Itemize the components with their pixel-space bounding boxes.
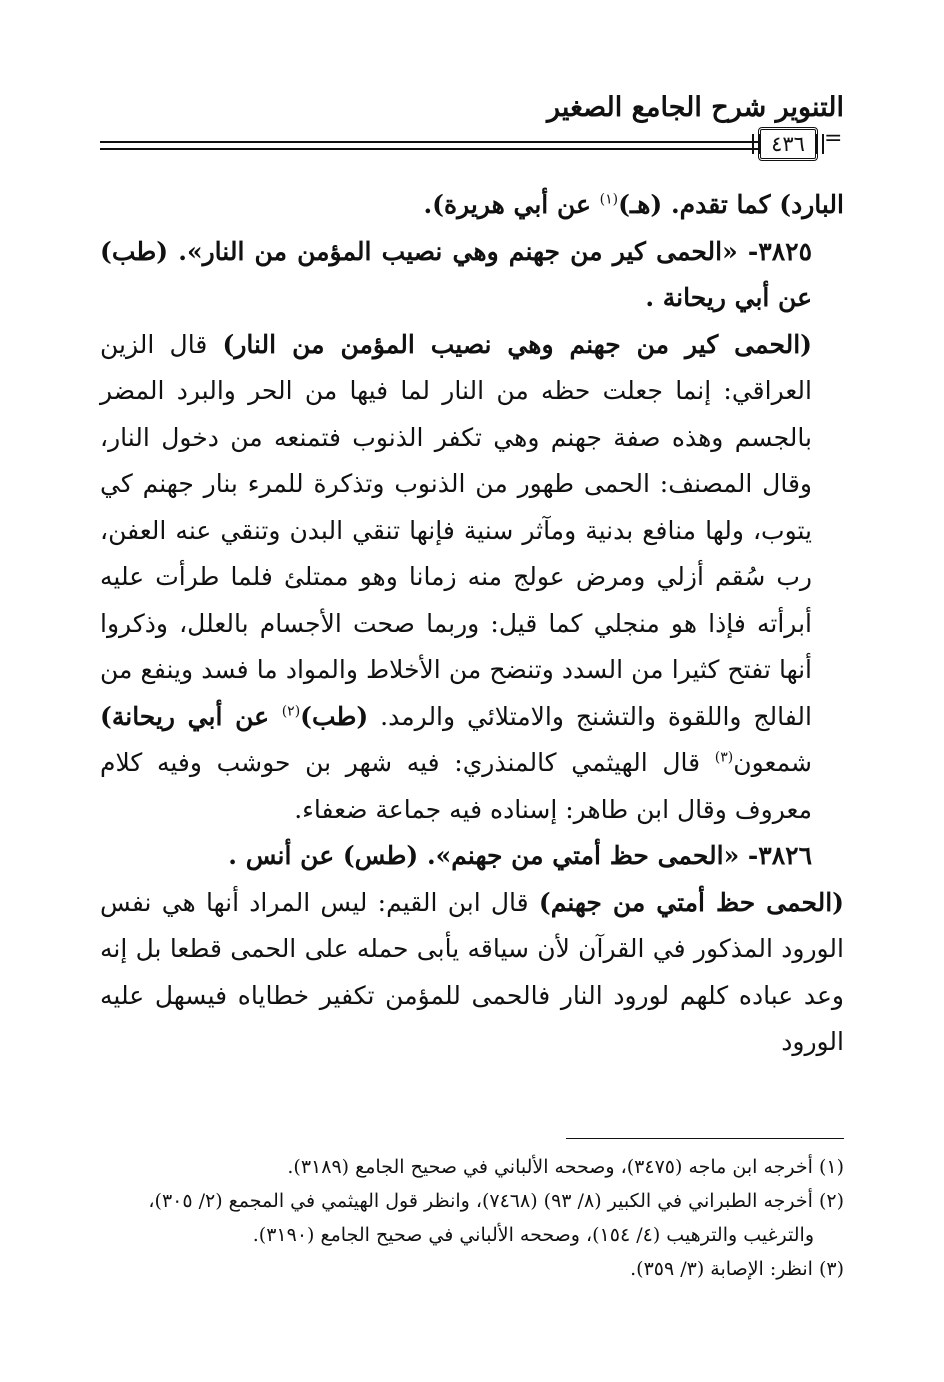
text-run: عن أبي ريحانة) (100, 701, 282, 731)
footnote-2: (٢) أخرجه الطبراني في الكبير (٨/ ٩٣) (٧٤٦٨)، وانظر قول الهيثمي في المجمع (٢/ ٣٠٥)، (148, 1190, 844, 1212)
header-rule-top (100, 141, 760, 143)
commentary-3825 (100, 322, 844, 834)
footnote-ref-2: (٢) (281, 703, 301, 720)
footnote-2-continuation: والترغيب والترهيب (٤/ ١٥٤)، وصححه الألباني في صحيح الجامع (٣١٩٠). (252, 1224, 814, 1246)
header-dash: = (824, 126, 843, 151)
text-run: البارد) كما تقدم. (هـ) (618, 190, 844, 219)
text-run: شمعون (733, 748, 812, 777)
hadith-3826: ٣٨٢٦- «الحمى حظ أمتي من جهنم». (طس) عن أنس . (228, 841, 812, 870)
main-text (100, 182, 844, 1066)
running-header-title: التنوير شرح الجامع الصغير (547, 92, 844, 123)
text-run: عن أبي هريرة). (423, 190, 600, 219)
footnote-ref-1: (١) (599, 191, 619, 208)
footnote-separator (566, 1138, 844, 1139)
text-run: (طب) (300, 701, 369, 731)
footnote-ref-3: (٣) (714, 749, 734, 766)
commentary-text: قال ابن القيم: ليس المراد أنها هي نفس الورود المذكور في القرآن لأن سياقه يأبى حمله على الحمى قطعا بل إنه وعد عباده كلهم لورود النار فالحمى للمؤمن تكفير خطاياه فيسهل عليه الورود (100, 887, 844, 1056)
footnotes (100, 1150, 844, 1286)
footnote-3: (٣) انظر: الإصابة (٣/ ٣٥٩). (630, 1258, 844, 1280)
quoted-hadith: (الحمى حظ أمتي من جهنم) (538, 887, 844, 917)
page-number: ٤٣٦ (758, 127, 818, 161)
header-rule-bottom (100, 148, 760, 150)
commentary-text: قال الزين العراقي: إنما جعلت حظه من النار لما فيها من الحر والبرد المضر بالجسم وهذه صفة جهنم وهي تكفر الذنوب فتمنعه من دخول النار، وقال المصنف: الحمى طهور من الذنوب وتذكرة للمرء بنار جهنم كي يتوب، ولها منافع بدنية ومآثر سنية فإنها تنقي البدن وتنقي عنه العفن، رب سُقم أزلي ومرض عولج منه زمانا وهو ممتلئ فلما طرأت عليه أبرأته فإذا هو منجلي كما قيل: وربما صحت الأجسام بالعلل، وذكروا أنها تفتح كثيرا من السدد وتنضح من الأخلاط والمواد ما فسد وينفع من الفالج واللقوة والتشنج والامتلائي والرمد. (100, 329, 812, 731)
commentary-3826 (100, 880, 844, 1066)
paragraph-continuation (100, 182, 844, 229)
commentary-text: قال الهيثمي كالمنذري: فيه شهر بن حوشب وفيه كلام معروف وقال ابن طاهر: إسناده فيه جماعة ضعفاء. (100, 748, 812, 824)
footnote-1: (١) أخرجه ابن ماجه (٣٤٧٥)، وصححه الألباني في صحيح الجامع (٣١٨٩). (287, 1156, 844, 1178)
hadith-3825: ٣٨٢٥- «الحمى كير من جهنم وهي نصيب المؤمن من النار». (طب) عن أبي ريحانة . (100, 236, 812, 312)
quoted-hadith: (الحمى كير من جهنم وهي نصيب المؤمن من النار) (222, 329, 812, 359)
